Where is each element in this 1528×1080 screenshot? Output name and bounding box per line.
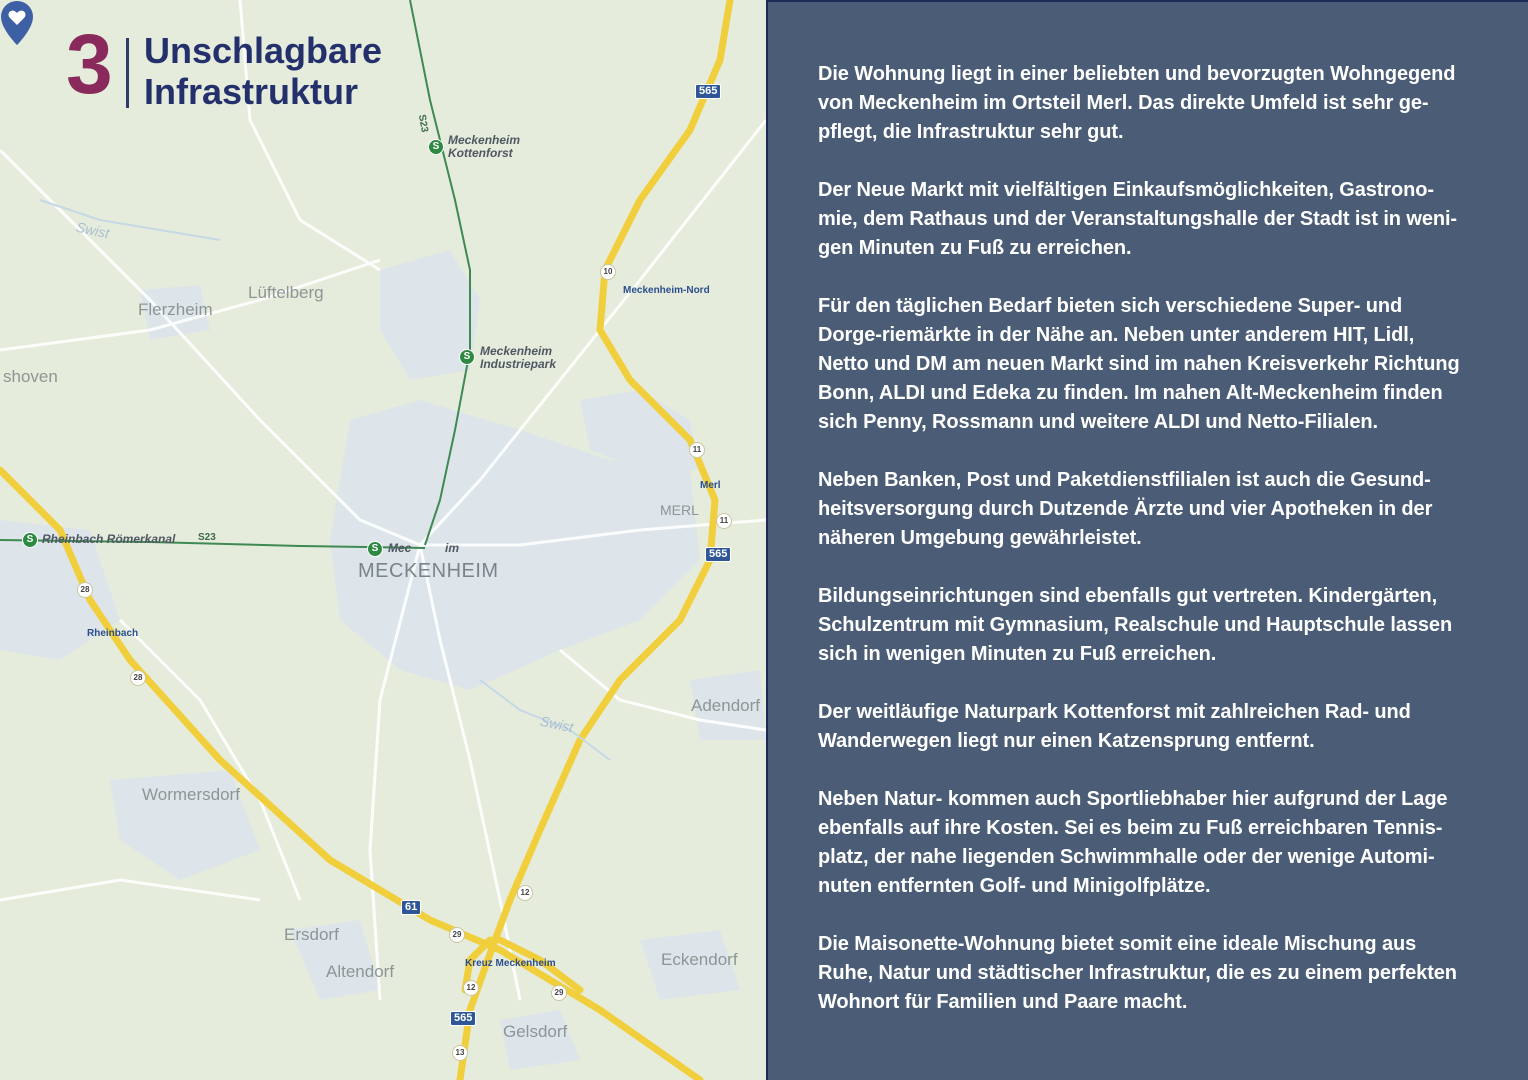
river-swist-north: Swist [74,218,111,242]
heading-title-line2: Infrastruktur [144,71,359,112]
description-text [818,60,1468,1046]
river-swist-south: Swist [538,712,575,736]
sbahn-icon: S [459,349,475,365]
sbahn-icon: S [367,541,383,557]
s23-west-label: S23 [198,532,216,543]
town-altendorf: Altendorf [326,962,395,981]
heading-title-line1: Unschlagbare [144,30,383,71]
station-kottenforst-label: Meckenheim Kottenforst [448,133,521,160]
town-meckenheim: MECKENHEIM [358,560,499,582]
exit-number: 29 [551,985,567,1001]
station-meckenheim-label-left: Mec [388,541,412,555]
s23-north-label: S23 [415,113,430,134]
town-merl: MERL [660,502,699,518]
paragraph-education: Bildungseinrichtungen sind ebenfalls gut vertreten. Kindergärten, Schulzentrum mit Gymnasium, Realschule und Hauptschule lassen sich in wenigen Minuten zu Fuß erreichen. [818,585,1453,665]
station-roemerkanal-label: Rheinbach Römerkanal [42,532,176,546]
town-gelsdorf: Gelsdorf [503,1022,568,1041]
exit-number: 12 [517,885,533,901]
sbahn-icon: S [22,532,38,548]
paragraph-sports: Neben Natur- kommen auch Sportliebhaber hier aufgrund der Lage ebenfalls auf ihre Kosten. Sei es beim zu Fuß erreichbaren Tennis-platz, der nahe liegenden Schwimmhalle oder der wenige Automi-nuten entfernten Golf- und Minigolfplätze. [818,788,1448,897]
town-adendorf: Adendorf [691,696,760,715]
town-eckendorf: Eckendorf [661,950,738,969]
station-meckenheim-label-right: im [445,541,460,555]
section-number: 3 [66,17,113,111]
exit-number: 12 [463,980,479,996]
exit-number: 28 [130,670,146,686]
town-wormersdorf: Wormersdorf [142,785,240,804]
junction-kreuz-meckenheim: Kreuz Meckenheim [465,958,556,969]
description-panel [766,0,1528,1080]
town-ersdorf: Ersdorf [284,925,339,944]
sbahn-icon: S [428,139,444,155]
paragraph-shopping: Für den täglichen Bedarf bieten sich verschiedene Super- und Dorge-riemärkte in der Nähe an. Neben unter anderem HIT, Lidl, Netto und DM am neuen Markt sind im nahen Kreisverkehr Richtung Bonn, ALDI und Edeka zu finden. Im nahen Alt-Meckenheim finden sich Penny, Rossmann und weitere ALDI und Netto-Filialen. [818,295,1460,433]
motorway-shield-a565: 565 [705,547,731,562]
town-flerzheim: Flerzheim [138,300,213,319]
paragraph-services: Neben Banken, Post und Paketdienstfilialen ist auch die Gesund-heitsversorgung durch Dutzende Ärzte und vier Apotheken in der näheren Umgebung gewährleistet. [818,469,1433,549]
paragraph-neuer-markt: Der Neue Markt mit vielfältigen Einkaufsmöglichkeiten, Gastrono-mie, dem Rathaus und der Veranstaltungshalle der Stadt ist in weni-gen Minuten zu Fuß zu erreichen. [818,179,1457,259]
exit-number: 13 [452,1045,468,1061]
station-industriepark-label: Meckenheim Industriepark [480,344,557,371]
exit-number: 11 [716,513,732,529]
town-shoven: shoven [3,367,58,386]
town-lueftelberg: Lüftelberg [248,283,324,302]
junction-rheinbach: Rheinbach [87,628,139,639]
exit-number: 28 [77,582,93,598]
motorway-shield-a61: 61 [401,900,421,915]
paragraph-summary: Die Maisonette-Wohnung bietet somit eine ideale Mischung aus Ruhe, Natur und städtischer Infrastruktur, die es zu einem perfekten Wohnort für Familien und Paare macht. [818,933,1457,1013]
exit-number: 11 [689,442,705,458]
motorway-shield-a565: 565 [450,1011,476,1026]
location-pin-icon [0,0,34,46]
exit-number: 10 [600,264,616,280]
heading-divider [126,38,129,108]
junction-meckenheim-nord: Meckenheim-Nord [623,285,710,296]
paragraph-nature: Der weitläufige Naturpark Kottenforst mit zahlreichen Rad- und Wanderwegen liegt nur einen Katzensprung entfernt. [818,701,1411,752]
exit-number: 29 [449,927,465,943]
motorway-shield-a565: 565 [695,84,721,99]
paragraph-location: Die Wohnung liegt in einer beliebten und bevorzugten Wohngegend von Meckenheim im Ortsteil Merl. Das direkte Umfeld ist sehr ge-pflegt, die Infrastruktur sehr gut. [818,63,1456,143]
junction-merl: Merl [700,480,721,491]
